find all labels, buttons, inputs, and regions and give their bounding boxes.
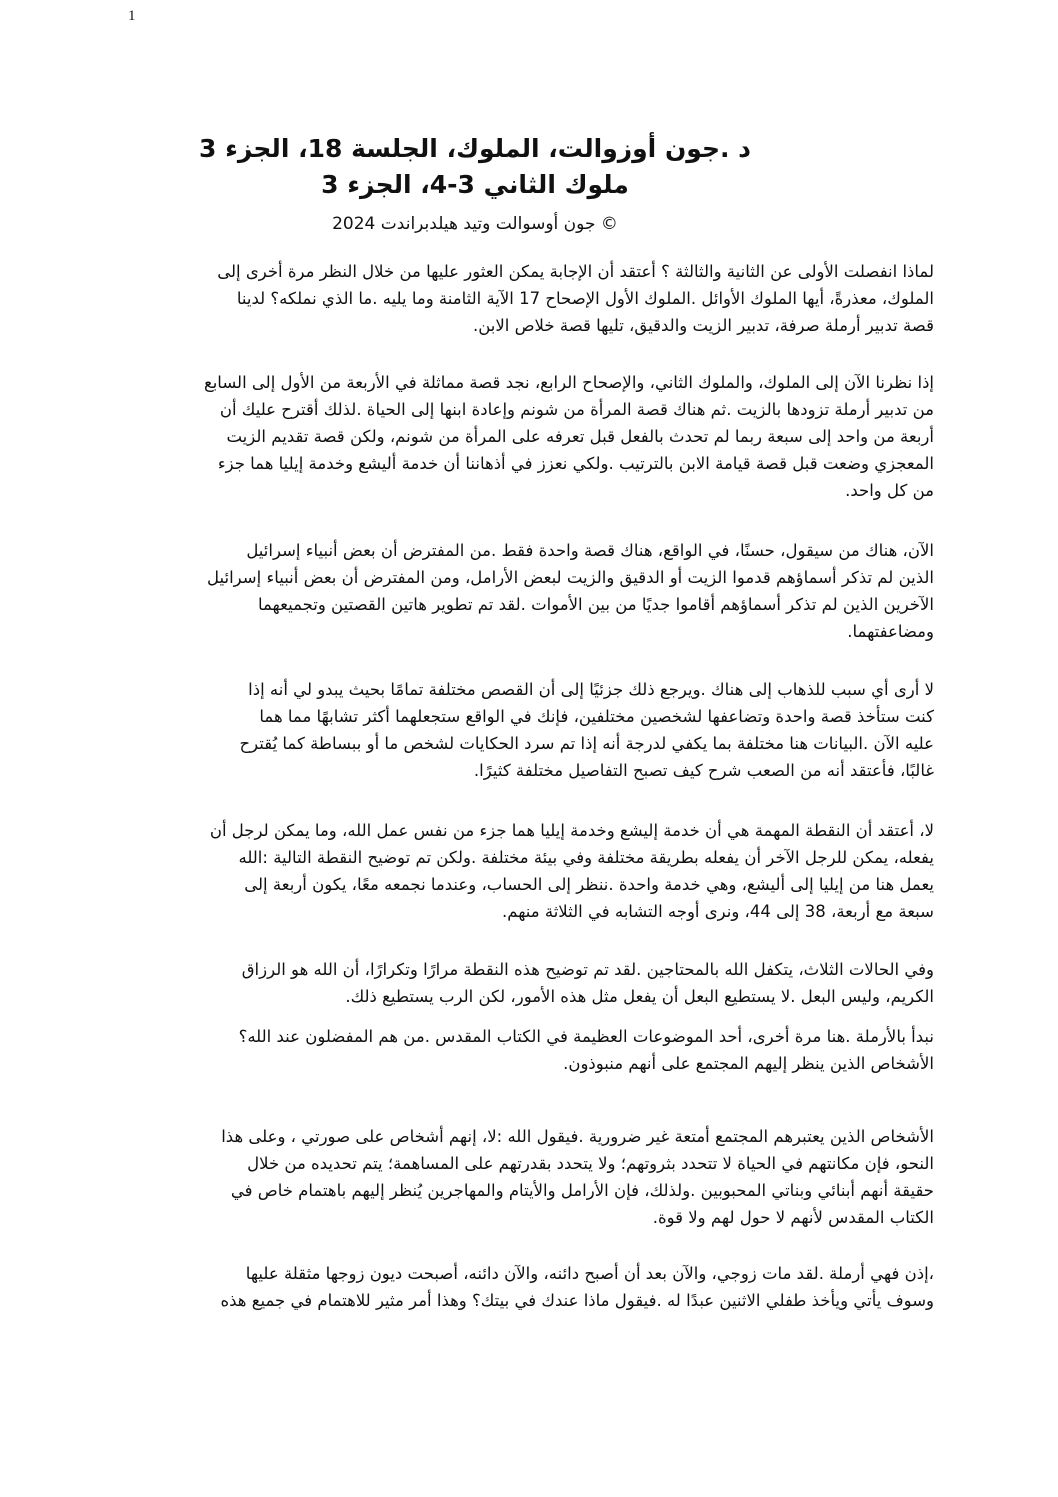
- paragraph-line: نبدأ بالأرملة .هنا مرة أخرى، أحد الموضوعات العظيمة في الكتاب المقدس .من هم المفضلون عند الله؟: [238, 1027, 934, 1046]
- paragraph-line: .الأشخاص الذين ينظر إليهم المجتمع على أنهم منبوذون: [563, 1054, 934, 1073]
- paragraph-line: .الكريم، وليس البعل .لا يستطيع البعل أن يفعل مثل هذه الأمور، لكن الرب يستطيع ذلك: [345, 987, 934, 1006]
- paragraph-line: من تدبير أرملة تزودها بالزيت .ثم هناك قصة المرأة من شونم وإعادة ابنها إلى الحياة .لذلك أقترح عليك أن: [219, 400, 934, 419]
- paragraph-line: وسوف يأتي ويأخذ طفلي الاثنين عبدًا له .فيقول ماذا عندك في بيتك؟ وهذا أمر مثير للاهتمام في جميع هذه: [220, 1291, 934, 1310]
- paragraph-line: .غالبًا، فأعتقد أنه من الصعب شرح كيف تصبح التفاصيل مختلفة كثيرًا: [473, 761, 934, 780]
- paragraph-line: الآخرين الذين لم تذكر أسماؤهم أقاموا جديًا من بين الأموات .لقد تم تطوير هاتين القصتين وتجميعهما: [257, 595, 934, 614]
- paragraph: [134, 1023, 934, 1077]
- paragraph-line: .قصة تدبير أرملة صرفة، تدبير الزيت والدقيق، تليها قصة خلاص الابن: [472, 316, 934, 335]
- paragraph: [134, 1260, 934, 1314]
- paragraph-line: .الكتاب المقدس لأنهم لا حول لهم ولا قوة: [652, 1208, 934, 1227]
- paragraph-line: كنت ستأخذ قصة واحدة وتضاعفها لشخصين مختلفين، فإنك في الواقع ستجعلهما أكثر تشابهًا مما هما: [259, 707, 934, 726]
- paragraph: [134, 676, 934, 784]
- document-title-line-2: ملوك الثاني 3-4، الجزء 3: [321, 170, 629, 199]
- paragraph-line: عليه الآن .البيانات هنا مختلفة بما يكفي لدرجة أنه إذا تم سرد الحكايات لشخص ما أو ببساطة كما يُقترح: [239, 734, 934, 753]
- paragraph-line: النحو، فإن مكانتهم في الحياة لا تتحدد بثروتهم؛ ولا يتحدد بقدرتهم على المساهمة؛ يتم تحديده من خلال: [247, 1154, 934, 1173]
- paragraph-line: حقيقة أنهم أبنائي وبناتي المحبوبين .ولذلك، فإن الأرامل والأيتام والمهاجرين يُنظر إليهم باهتمام خاص في: [230, 1181, 934, 1200]
- paragraph-line: الذين لم تذكر أسماؤهم قدموا الزيت أو الدقيق والزيت لبعض الأرامل، ومن المفترض أن بعض أنبياء إسرائيل: [207, 568, 934, 587]
- paragraph-line: .سبعة مع أربعة، 38 إلى 44، ونرى أوجه التشابه في الثلاثة منهم: [501, 902, 934, 921]
- paragraph-line: .من كل واحد: [845, 481, 934, 500]
- page-number: 1: [128, 8, 136, 24]
- paragraph-line: وفي الحالات الثلاث، يتكفل الله بالمحتاجين .لقد تم توضيح هذه النقطة مرارًا وتكرارًا، أن الله هو الرزاق: [241, 960, 934, 979]
- paragraph-line: لا، أعتقد أن النقطة المهمة هي أن خدمة إليشع وخدمة إيليا هما جزء من نفس عمل الله، وما يمكن لرجل أن: [209, 821, 934, 840]
- paragraph-line: يفعله، يمكن للرجل الآخر أن يفعله بطريقة مختلفة وفي بيئة مختلفة .ولكن تم توضيح النقطة التالية :الله: [238, 848, 934, 867]
- paragraph-line: لا أرى أي سبب للذهاب إلى هناك .ويرجع ذلك جزئيًا إلى أن القصص مختلفة تمامًا بحيث يبدو لي أنه إذا: [248, 680, 934, 699]
- paragraph: [134, 537, 934, 645]
- paragraph-line: يعمل هنا من إيليا إلى أليشع، وهي خدمة واحدة .ننظر إلى الحساب، وعندما نجمعه معًا، يكون أربعة إلى: [244, 875, 934, 894]
- paragraph-line: لماذا انفصلت الأولى عن الثانية والثالثة ؟ أعتقد أن الإجابة يمكن العثور عليها من خلال النظر مرة أخرى إلى: [217, 262, 934, 281]
- paragraph: [134, 817, 934, 925]
- paragraph: [134, 1123, 934, 1231]
- copyright-line: جون أوسوالت وتيد هيلدبراندت 2024 ©: [332, 214, 618, 234]
- paragraph-line: أربعة من واحد إلى سبعة ربما لم تحدث بالفعل قبل تعرفه على المرأة من شونم، ولكن قصة تقديم الزيت: [226, 427, 934, 446]
- paragraph-line: إذا نظرنا الآن إلى الملوك، والملوك الثاني، والإصحاح الرابع، نجد قصة مماثلة في الأربعة من الأول إلى السابع: [203, 373, 934, 392]
- paragraph: [134, 369, 934, 504]
- paragraph-line: إذن فهي أرملة .لقد مات زوجي، والآن بعد أن أصبح دائنه، والآن دائنه، أصبحت ديون زوجها مثقلة عليها،: [245, 1264, 934, 1283]
- paragraph-line: المعجزي وضعت قبل قصة قيامة الابن بالترتيب .ولكي نعزز في أذهاننا أن خدمة أليشع وخدمة إيليا هما جزء: [217, 454, 934, 473]
- paragraph: [134, 258, 934, 339]
- paragraph-line: الآن، هناك من سيقول، حسنًا، في الواقع، هناك قصة واحدة فقط .من المفترض أن بعض أنبياء إسرائيل: [246, 541, 934, 560]
- document-title-line-1: د .جون أوزوالت، الملوك، الجلسة 18، الجزء 3: [198, 134, 752, 163]
- paragraph-line: الأشخاص الذين يعتبرهم المجتمع أمتعة غير ضرورية .فيقول الله :لا، إنهم أشخاص على صورتي ، وعلى هذا: [221, 1127, 934, 1146]
- paragraph-line: .ومضاعفتهما: [847, 622, 934, 641]
- paragraph-line: الملوك، معذرةً، أيها الملوك الأوائل .الملوك الأول الإصحاح 17 الآية الثامنة وما يليه .ما الذي نملكه؟ لدينا: [236, 289, 934, 308]
- paragraph: [134, 956, 934, 1010]
